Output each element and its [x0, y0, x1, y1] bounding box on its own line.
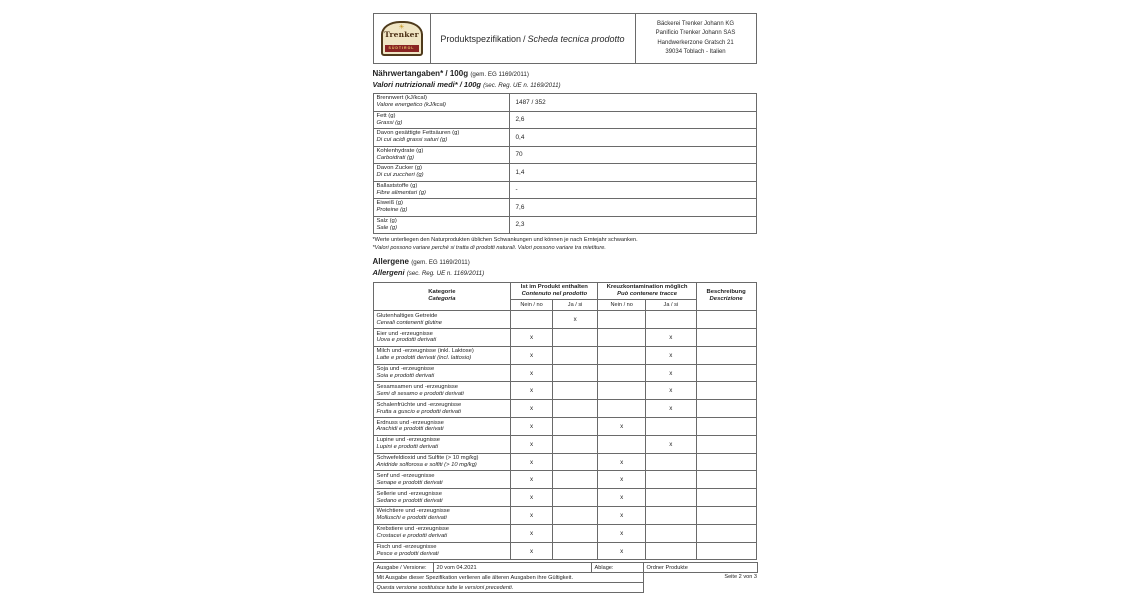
- allergen-row: [373, 382, 756, 400]
- nutrient-label: [373, 94, 509, 112]
- contained-no-cell: x: [511, 364, 553, 382]
- cross-yes-cell: x: [646, 382, 697, 400]
- cross-yes-cell: x: [646, 329, 697, 347]
- contained-no-cell: x: [511, 471, 553, 489]
- contained-yes-cell: x: [552, 311, 598, 329]
- footnote-it: *Valori possono variare perché si tratta di prodotti naturali. Valori possono variare tra mietiture.: [372, 245, 606, 252]
- validity-note-it: Questa versione sostituisce tutte le versioni precedenti.: [373, 583, 643, 593]
- nutrient-value: 70: [509, 146, 756, 164]
- contained-yes-cell: [552, 453, 598, 471]
- allergen-name-de: Sellerie und -erzeugnisse: [376, 490, 442, 497]
- column-description-it: Descrizione: [709, 296, 743, 303]
- description-cell: [696, 435, 756, 453]
- allergen-row: [373, 418, 756, 436]
- allergen-section-heading: [373, 257, 757, 278]
- filing-label: Ablage:: [591, 563, 643, 573]
- contained-yes-cell: [552, 524, 598, 542]
- column-cross-no: Nein / no: [598, 300, 646, 311]
- cross-no-cell: x: [598, 542, 646, 560]
- contained-yes-cell: [552, 364, 598, 382]
- cross-no-cell: x: [598, 418, 646, 436]
- column-contained-it: Contenuto nel prodotto: [521, 290, 588, 297]
- column-description-de: Beschreibung: [706, 289, 746, 296]
- allergen-name-it: Pesce e prodotti derivati: [376, 551, 439, 558]
- allergen-table: [373, 282, 757, 561]
- column-cross-yes: Ja / si: [646, 300, 697, 311]
- document-title-de: Produktspezifikation: [440, 33, 521, 44]
- column-cross-de: Kreuzkontamination möglich: [606, 283, 688, 290]
- contained-no-cell: x: [511, 400, 553, 418]
- allergen-row: [373, 453, 756, 471]
- nutrient-label: [373, 181, 509, 199]
- nutrient-label-it: Proteine (g): [376, 207, 408, 214]
- description-cell: [696, 329, 756, 347]
- description-cell: [696, 311, 756, 329]
- description-cell: [696, 453, 756, 471]
- allergen-heading-it-text: Allergeni: [372, 268, 405, 278]
- allergen-category: [373, 400, 511, 418]
- nutrient-label-de: Fett (g): [376, 112, 396, 119]
- column-category-de: Kategorie: [428, 289, 456, 296]
- description-cell: [696, 418, 756, 436]
- allergen-category: [373, 524, 511, 542]
- nutrition-footnotes: [373, 236, 757, 252]
- nutrient-label-it: Carboidrati (g): [376, 154, 415, 161]
- nutrient-label: [373, 129, 509, 147]
- nutrient-label-de: Brennwert (kJ/kcal): [376, 95, 427, 102]
- allergen-name-it: Crostacei e prodotti derivati: [376, 533, 448, 540]
- contained-yes-cell: [552, 382, 598, 400]
- description-cell: [696, 382, 756, 400]
- contained-no-cell: x: [511, 489, 553, 507]
- sun-icon: ☀: [398, 23, 405, 31]
- nutrition-row: [373, 111, 756, 129]
- cross-yes-cell: [646, 418, 697, 436]
- nutrient-value: 7,6: [509, 199, 756, 217]
- allergen-name-de: Weichtiere und -erzeugnisse: [376, 508, 450, 515]
- column-contained-yes: Ja / si: [552, 300, 598, 311]
- validity-note-de: Mit Ausgabe dieser Spezifikation verlieren alle älteren Ausgaben ihre Gültigkeit.: [373, 573, 643, 583]
- allergen-row: [373, 507, 756, 525]
- allergen-name-de: Sesamsamen und -erzeugnisse: [376, 383, 459, 390]
- contained-no-cell: [511, 311, 553, 329]
- cross-yes-cell: [646, 524, 697, 542]
- column-cross-it: Può contenere tracce: [617, 290, 677, 297]
- column-cross-contamination: [598, 282, 696, 300]
- description-cell: [696, 542, 756, 560]
- nutrient-label-de: Ballaststoffe (g): [376, 182, 418, 189]
- column-contained-no: Nein / no: [511, 300, 553, 311]
- nutrition-row: [373, 146, 756, 164]
- logo-region-text: SÜDTIROL: [385, 45, 419, 52]
- allergen-row: [373, 542, 756, 560]
- contained-yes-cell: [552, 489, 598, 507]
- cross-no-cell: [598, 311, 646, 329]
- contained-yes-cell: [552, 542, 598, 560]
- allergen-row: [373, 311, 756, 329]
- nutrient-label-de: Salz (g): [376, 217, 397, 224]
- nutrition-heading-de-ref: (gem. EG 1169/2011): [470, 71, 529, 78]
- contained-yes-cell: [552, 435, 598, 453]
- cross-no-cell: [598, 364, 646, 382]
- cross-yes-cell: [646, 453, 697, 471]
- nutrition-table: [373, 93, 757, 234]
- company-city: 39034 Toblach - Italien: [665, 48, 726, 55]
- allergen-category: [373, 435, 511, 453]
- allergen-row: [373, 524, 756, 542]
- contained-no-cell: x: [511, 418, 553, 436]
- contained-no-cell: x: [511, 435, 553, 453]
- nutrient-label: [373, 216, 509, 234]
- allergen-name-it: Arachidi e prodotti derivati: [376, 426, 444, 433]
- allergen-heading-it-ref: (sec. Reg. UE n. 1169/2011): [406, 270, 485, 278]
- column-contained: [511, 282, 598, 300]
- cross-yes-cell: [646, 471, 697, 489]
- allergen-category: [373, 471, 511, 489]
- allergen-name-de: Schalenfrüchte und -erzeugnisse: [376, 401, 462, 408]
- nutrition-heading-it: [373, 80, 757, 90]
- contained-yes-cell: [552, 471, 598, 489]
- allergen-name-it: Semi di sesamo e prodotti derivati: [376, 390, 464, 397]
- version-value: 20 vom 04.2021: [433, 563, 591, 573]
- nutrition-row: [373, 181, 756, 199]
- allergen-category: [373, 364, 511, 382]
- cross-yes-cell: [646, 489, 697, 507]
- allergen-row: [373, 471, 756, 489]
- allergen-name-it: Uova e prodotti derivati: [376, 337, 437, 344]
- contained-yes-cell: [552, 346, 598, 364]
- column-description: [696, 282, 756, 311]
- description-cell: [696, 400, 756, 418]
- cross-no-cell: x: [598, 524, 646, 542]
- allergen-row: [373, 346, 756, 364]
- allergen-row: [373, 364, 756, 382]
- cross-no-cell: [598, 382, 646, 400]
- description-cell: [696, 346, 756, 364]
- nutrient-label-it: Valore energetico (kJ/kcal): [376, 102, 447, 109]
- nutrient-label-de: Davon Zucker (g): [376, 165, 423, 172]
- version-label: Ausgabe / Versione:: [373, 563, 433, 573]
- document-footer: [373, 562, 758, 593]
- nutrient-label-de: Eiweiß (g): [376, 200, 404, 207]
- document-title-it: Scheda tecnica prodotto: [527, 33, 625, 44]
- footer-spacer: [643, 583, 757, 593]
- company-name-it: Panificio Trenker Johann SAS: [655, 30, 736, 37]
- cross-no-cell: [598, 400, 646, 418]
- contained-no-cell: x: [511, 507, 553, 525]
- allergen-name-de: Lupine und -erzeugnisse: [376, 437, 440, 444]
- nutrient-label-de: Kohlenhydrate (g): [376, 147, 424, 154]
- logo-brand-text: Trenker: [384, 30, 419, 39]
- allergen-row: [373, 489, 756, 507]
- allergen-name-de: Erdnuss und -erzeugnisse: [376, 419, 444, 426]
- contained-yes-cell: [552, 400, 598, 418]
- nutrient-label-it: Di cui acidi grassi saturi (g): [376, 137, 448, 144]
- allergen-name-de: Fisch und -erzeugnisse: [376, 544, 437, 551]
- document-header: [373, 13, 757, 64]
- description-cell: [696, 524, 756, 542]
- nutrient-value: 0,4: [509, 129, 756, 147]
- nutrient-label-it: Sale (g): [376, 224, 398, 231]
- description-cell: [696, 507, 756, 525]
- cross-yes-cell: [646, 311, 697, 329]
- allergen-category: [373, 346, 511, 364]
- nutrient-value: 2,3: [509, 216, 756, 234]
- allergen-heading-it: [373, 268, 757, 278]
- cross-yes-cell: x: [646, 346, 697, 364]
- allergen-heading-de-ref: (gem. EG 1169/2011): [411, 259, 470, 267]
- allergen-category: [373, 329, 511, 347]
- allergen-name-de: Soja und -erzeugnisse: [376, 366, 435, 373]
- nutrient-label: [373, 111, 509, 129]
- nutrition-row: [373, 199, 756, 217]
- nutrient-label-it: Grassi (g): [376, 119, 403, 126]
- company-name-de: Bäckerei Trenker Johann KG: [656, 20, 735, 27]
- contained-yes-cell: [552, 507, 598, 525]
- allergen-heading-de: [373, 257, 757, 268]
- allergen-name-it: Cereali contenenti glutine: [376, 319, 442, 326]
- allergen-name-it: Molluschi e prodotti derivati: [376, 515, 447, 522]
- allergen-category: [373, 453, 511, 471]
- column-category: [373, 282, 511, 311]
- cross-yes-cell: x: [646, 400, 697, 418]
- cross-yes-cell: [646, 542, 697, 560]
- cross-no-cell: [598, 435, 646, 453]
- title-separator: /: [522, 33, 526, 44]
- description-cell: [696, 364, 756, 382]
- allergen-table-header: [373, 282, 756, 311]
- nutrient-label-it: Di cui zuccheri (g): [376, 172, 424, 179]
- nutrient-label: [373, 199, 509, 217]
- contained-no-cell: x: [511, 346, 553, 364]
- nutrient-value: 1487 / 352: [509, 94, 756, 112]
- column-category-it: Categoria: [428, 296, 456, 303]
- nutrition-heading-de: [373, 69, 757, 80]
- nutrition-heading-it-text: Valori nutrizionali medi* / 100g: [372, 79, 481, 89]
- allergen-name-it: Sedano e prodotti derivati: [376, 497, 443, 504]
- filing-value: Ordner Produkte: [643, 563, 757, 573]
- nutrition-row: [373, 129, 756, 147]
- allergen-name-de: Krebstiere und -erzeugnisse: [376, 526, 450, 533]
- allergen-row: [373, 329, 756, 347]
- nutrient-value: 2,6: [509, 111, 756, 129]
- cross-no-cell: [598, 346, 646, 364]
- contained-no-cell: x: [511, 453, 553, 471]
- contained-yes-cell: [552, 418, 598, 436]
- cross-no-cell: x: [598, 507, 646, 525]
- allergen-name-de: Milch und -erzeugnisse (inkl. Laktose): [376, 348, 474, 355]
- nutrient-label: [373, 164, 509, 182]
- allergen-category: [373, 382, 511, 400]
- nutrient-label-de: Davon gesättigte Fettsäuren (g): [376, 130, 460, 137]
- allergen-category: [373, 489, 511, 507]
- allergen-name-de: Schwefeldioxid und Sulfite (> 10 mg/kg): [376, 455, 479, 462]
- allergen-name-it: Latte e prodotti derivati (incl. lattosio): [376, 355, 472, 362]
- company-address: [635, 14, 756, 64]
- company-street: Handwerkerzone Gratsch 21: [657, 39, 734, 46]
- allergen-name-de: Glutenhaltiges Getreide: [376, 312, 438, 319]
- allergen-category: [373, 311, 511, 329]
- allergen-name-it: Lupini e prodotti derivati: [376, 444, 439, 451]
- trenker-logo: [381, 21, 423, 56]
- allergen-name-de: Senf und -erzeugnisse: [376, 472, 435, 479]
- allergen-category: [373, 507, 511, 525]
- cross-no-cell: x: [598, 471, 646, 489]
- cross-no-cell: x: [598, 453, 646, 471]
- product-spec-document: [373, 0, 757, 593]
- cross-no-cell: x: [598, 489, 646, 507]
- nutrient-value: 1,4: [509, 164, 756, 182]
- allergen-row: [373, 400, 756, 418]
- cross-yes-cell: x: [646, 364, 697, 382]
- allergen-heading-de-text: Allergene: [372, 257, 409, 267]
- contained-yes-cell: [552, 329, 598, 347]
- allergen-name-it: Anidride solforosa e solfiti (> 10 mg/kg): [376, 462, 477, 469]
- nutrient-label-it: Fibre alimentari (g): [376, 189, 426, 196]
- nutrient-value: -: [509, 181, 756, 199]
- nutrition-row: [373, 94, 756, 112]
- allergen-category: [373, 418, 511, 436]
- allergen-name-it: Frutta a guscio e prodotti derivati: [376, 408, 461, 415]
- cross-no-cell: [598, 329, 646, 347]
- nutrition-heading-de-text: Nährwertangaben* / 100g: [372, 69, 469, 78]
- allergen-name-it: Senape e prodotti derivati: [376, 479, 443, 486]
- cross-yes-cell: [646, 507, 697, 525]
- nutrition-row: [373, 216, 756, 234]
- description-cell: [696, 471, 756, 489]
- nutrient-label: [373, 146, 509, 164]
- contained-no-cell: x: [511, 524, 553, 542]
- allergen-row: [373, 435, 756, 453]
- nutrition-section-heading: [373, 69, 757, 90]
- cross-yes-cell: x: [646, 435, 697, 453]
- contained-no-cell: x: [511, 329, 553, 347]
- nutrition-row: [373, 164, 756, 182]
- document-title: [430, 14, 635, 64]
- contained-no-cell: x: [511, 382, 553, 400]
- logo-cell: [373, 14, 430, 64]
- footnote-de: *Werte unterliegen den Naturprodukten üblichen Schwankungen und können je nach Erntejahr schwanken.: [372, 237, 638, 244]
- description-cell: [696, 489, 756, 507]
- allergen-name-de: Eier und -erzeugnisse: [376, 330, 433, 337]
- column-contained-de: Ist im Produkt enthalten: [520, 283, 588, 290]
- page-indicator: Seite 2 von 3: [724, 573, 757, 580]
- allergen-category: [373, 542, 511, 560]
- nutrition-heading-it-ref: (sec. Reg. UE n. 1169/2011): [483, 81, 561, 89]
- allergen-name-it: Soia e prodotti derivati: [376, 373, 435, 380]
- contained-no-cell: x: [511, 542, 553, 560]
